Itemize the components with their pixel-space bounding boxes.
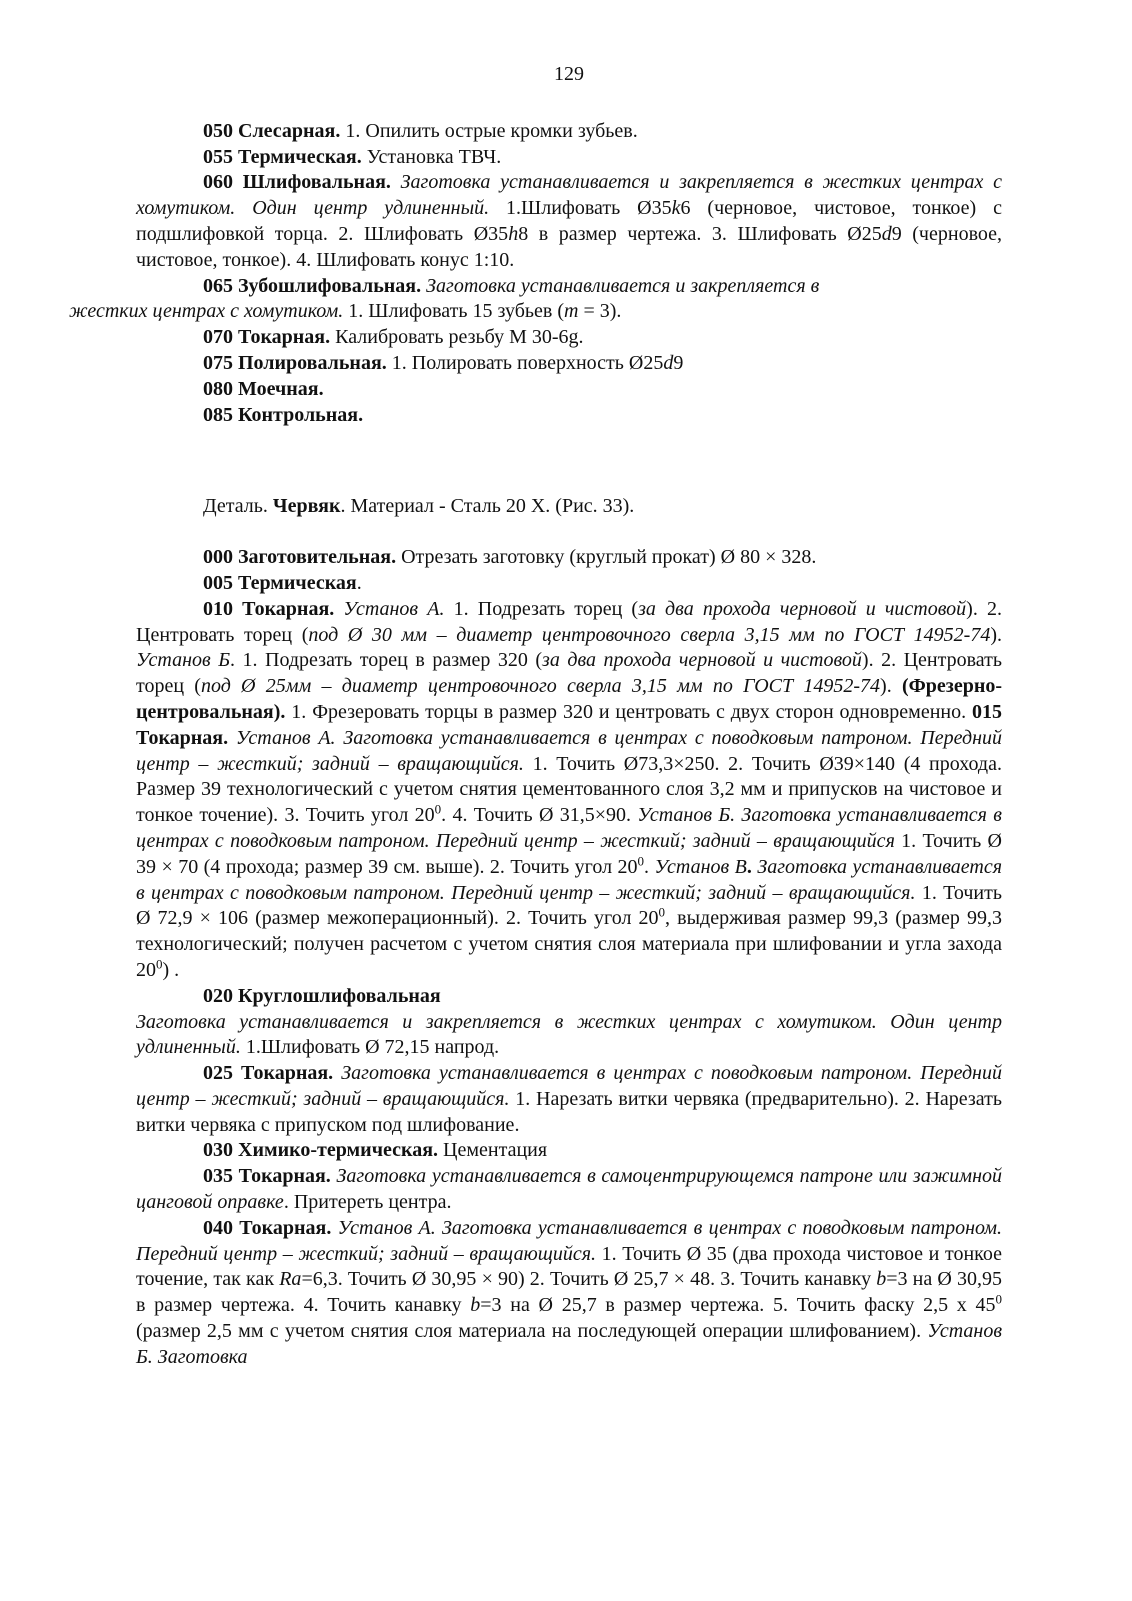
operation-035: 035 Токарная. Заготовка устанавливается в самоцентрирующемся патроне или зажимной цанговой оправке. Притереть центра.: [136, 1165, 1002, 1214]
text-run: , выдерживая размер 99,3 (размер 99,3 технологический; получен расчетом с учетом снятия слоя материала при шлифовании и угла захода 20: [136, 907, 1002, 981]
text-run: 1. Точить Ø 35 (два прохода чистовое и тонкое точение, так как: [136, 1242, 1002, 1291]
operation-065: 065 Зубошлифовальная. Заготовка устанавливается и закрепляется в жестких центрах с хомутиком. 1. Шлифовать 15 зубьев (m = 3).: [69, 274, 820, 323]
operation-020: 020 Круглошлифовальная: [203, 984, 441, 1007]
operation-020-body: Заготовка устанавливается и закрепляется в жестких центрах с хомутиком. Один центр удлиненный. 1.Шлифовать Ø 72,15 напрод.: [136, 1010, 1002, 1059]
text-run: 015 Токарная.: [136, 700, 1002, 749]
text-run: ).: [990, 623, 1003, 646]
document-page: [69, 62, 1003, 1371]
text-run: =6,3. Точить Ø 30,95 × 90) 2. Точить Ø 25,7 × 48. 3. Точить канавку: [301, 1268, 877, 1291]
text-run: ). 2. Центровать торец (: [136, 597, 1002, 646]
text-run: под Ø 25мм – диаметр центровочного сверла 3,15 мм по ГОСТ 14952-74: [200, 675, 881, 698]
text-run: 040 Токарная.: [203, 1216, 332, 1239]
spacer: [136, 428, 1002, 494]
operation-005: 005 Термическая.: [203, 571, 362, 594]
text-run: Установ Б. Заготовка устанавливается в центрах с поводковым патроном. Передний центр – жесткий; задний – вращающийся: [136, 804, 1002, 852]
text-run: =3 на Ø 30,95 в размер чертежа. 4. Точить канавку: [136, 1268, 1002, 1317]
detail-heading: Деталь. Червяк. Материал - Сталь 20 Х. (Рис. 33).: [203, 495, 635, 518]
text-run: 010 Токарная.: [203, 597, 335, 620]
text-run: b: [876, 1268, 887, 1291]
operation-085: 085 Контрольная.: [203, 403, 364, 426]
text-run: под Ø 30 мм – диаметр центровочного сверла 3,15 мм по ГОСТ 14952-74: [308, 623, 991, 646]
text-run: за два прохода черновой и чистовой: [542, 649, 862, 672]
text-run: . 1. Подрезать торец в размер 320 (: [230, 649, 543, 672]
operation-030: 030 Химико-термическая. Цементация: [203, 1139, 548, 1162]
text-run: 0: [995, 1291, 1002, 1307]
text-run: 0: [658, 904, 666, 920]
operation-080: 080 Моечная.: [203, 377, 324, 400]
text-run: (Фрезерно-центровальная).: [136, 675, 1003, 723]
operation-000: 000 Заготовительная. Отрезать заготовку (круглый прокат) Ø 80 × 328.: [203, 546, 817, 569]
operation-060: 060 Шлифовальная. Заготовка устанавливается и закрепляется в жестких центрах с хомутиком. Один центр удлиненный. 1.Шлифовать Ø35k6 (черновое, чистовое, тонкое) с подшлифовкой торца. 2. Шлифовать Ø35h8 в размер чертежа. 3. Шлифовать Ø25d9 (черновое, чистовое, тонкое). 4. Шлифовать конус 1:10.: [136, 171, 1002, 271]
text-run: 1. Подрезать торец (: [444, 597, 639, 620]
text-run: b: [470, 1294, 481, 1317]
operation-010-015: [136, 597, 1002, 984]
text-run: ). 2. Центровать торец (: [136, 649, 1002, 698]
text-run: (размер 2,5 мм с учетом снятия слоя материала на последующей операции шлифованием).: [136, 1320, 928, 1343]
text-run: 1. Точить Ø 39 × 70 (4 прохода; размер 39 см. выше). 2. Точить угол 20: [136, 829, 1003, 878]
operation-075: 075 Полировальная. 1. Полировать поверхность Ø25d9: [203, 351, 684, 374]
spacer: [136, 520, 1002, 545]
text-run: Установ А.: [334, 597, 445, 620]
text-run: =3 на Ø 25,7 в размер чертежа. 5. Точить фаску 2,5 х 45: [480, 1294, 996, 1317]
operation-050: 050 Слесарная. 1. Опилить острые кромки зубьев.: [203, 119, 638, 142]
page-number: 129: [554, 63, 584, 85]
text-run: 0: [434, 801, 442, 817]
text-run: . 4. Точить Ø 31,5×90.: [441, 804, 638, 827]
text-run: Ra: [279, 1268, 302, 1291]
operation-025: 025 Токарная. Заготовка устанавливается в центрах с поводковым патроном. Передний центр – жесткий; задний – вращающийся. 1. Нарезать витки червяка (предварительно). 2. Нарезать витки червяка с припуском под шлифование.: [136, 1062, 1003, 1136]
text-run: Установ Б. Заготовка: [136, 1320, 1002, 1368]
text-run: Установ Б: [136, 649, 230, 672]
text-run: 1. Точить Ø 72,9 × 106 (размер межоперационный). 2. Точить угол 20: [136, 881, 1002, 930]
text-run: ).: [880, 675, 902, 698]
text-run: .: [746, 855, 752, 878]
text-run: 1. Фрезеровать торцы в размер 320 и центровать с двух сторон одновременно.: [285, 700, 972, 723]
text-run: .: [644, 855, 655, 878]
text-run: за два прохода черновой и чистовой: [638, 597, 967, 620]
operation-055: 055 Термическая. Установка ТВЧ.: [203, 145, 502, 168]
operation-040: [136, 1216, 1002, 1371]
text-run: Заготовка устанавливается в центрах с поводковым патроном. Передний центр – жесткий; задний – вращающийся.: [136, 855, 1003, 904]
text-run: 0: [637, 853, 645, 869]
text-run: ) .: [162, 958, 180, 981]
text-run: Установ А. Заготовка устанавливается в центрах с поводковым патроном. Передний центр – жесткий; задний – вращающийся.: [136, 726, 1002, 775]
text-run: Установ В: [654, 855, 747, 878]
text-run: Установ А. Заготовка устанавливается в центрах с поводковым патроном. Передний центр – жесткий; задний – вращающийся.: [136, 1216, 1003, 1265]
text-run: 1. Точить Ø73,3×250. 2. Точить Ø39×140 (4 прохода. Размер 39 технологический с учетом снятия цементованного слоя 3,2 мм и припусков на чистовое и тонкое точение). 3. Точить угол 20: [136, 752, 1002, 827]
operation-070: 070 Токарная. Калибровать резьбу М 30-6g.: [203, 326, 584, 349]
text-run: 0: [156, 956, 163, 972]
